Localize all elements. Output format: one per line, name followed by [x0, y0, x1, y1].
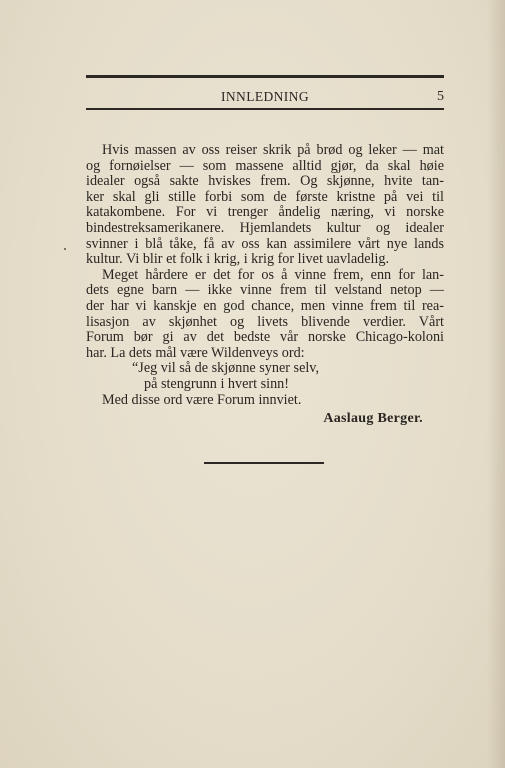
verse-line: “Jeg vil så de skjønne syner selv, [132, 360, 320, 377]
verse-line: på stengrunn i hvert sinn! [144, 375, 289, 392]
page-number: 5 [437, 89, 444, 104]
text-line: lisasjon av skjønhet og livets blivende verdier. Vårt [86, 313, 444, 330]
text-line: der har vi kanskje en god chance, men vinne frem til rea- [86, 297, 444, 314]
end-rule [204, 462, 324, 464]
author-signature: Aaslaug Berger. [323, 411, 423, 426]
text-line: Hvis massen av oss reiser skrik på brød og leker — mat [102, 142, 444, 158]
text-line: svinner i blå tåke, få av oss kan assimilere vårt nye lands [86, 235, 444, 252]
text-line: har. La dets mål være Wildenveys ord: [86, 344, 305, 361]
text-line: ker skal gli stille forbi som de første kristne på vei til [86, 188, 444, 205]
text-line: idealer også sakte hviskes frem. Og skjønne, hvite tan- [86, 173, 444, 190]
header-bottom-rule [86, 108, 444, 110]
text-line: og fornøielser — som massene alltid gjør, da skal høie [86, 157, 444, 174]
text-line: Meget hårdere er det for os å vinne frem, enn for lan- [102, 266, 444, 283]
text-line: Forum bør gi av det bedste vår norske Chicago-koloni [86, 329, 444, 346]
chapter-title: INNLEDNING [221, 89, 309, 104]
text-line: katakombene. For vi trenger åndelig næring, vi norske [86, 204, 444, 221]
text-line: Med disse ord være Forum innviet. [102, 391, 302, 408]
text-line: dets egne barn — ikke vinne frem til velstand netop — [86, 282, 444, 299]
running-header [86, 87, 444, 107]
text-line: kultur. Vi blir et folk i krig, i krig for livet uavladelig. [86, 251, 390, 268]
text-line: bindestreksamerikanere. Hjemlandets kultur og idealer [86, 219, 444, 236]
body-text [86, 143, 444, 408]
paper-speck [64, 248, 66, 250]
header-top-rule [86, 75, 444, 78]
